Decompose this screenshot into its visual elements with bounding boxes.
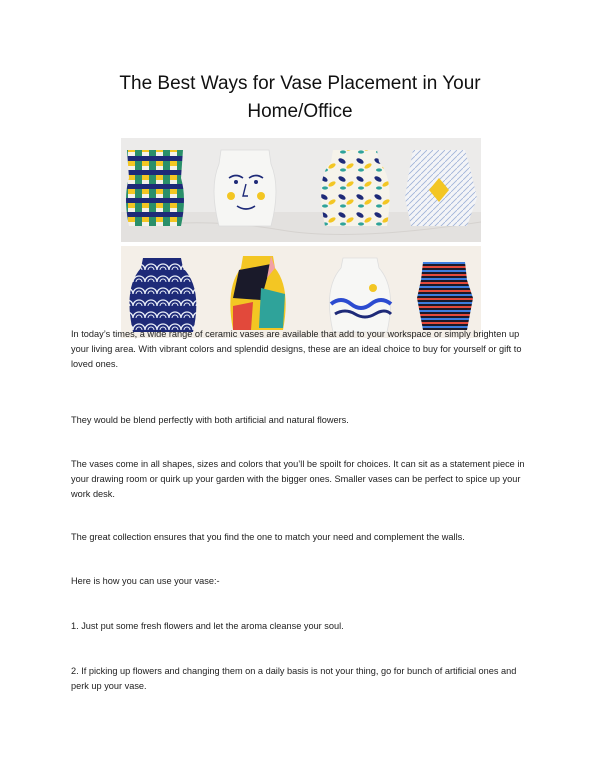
paragraph-intro: In today’s times, a wide range of ceramic vases are available that add to your workspace or simply brighten up your living area. With vibrant colors and splendid designs, these are an ideal choice to buy for yourself or gift to loved ones. (71, 329, 522, 369)
vase-collection-image (121, 138, 481, 338)
bottom-row-vases (121, 246, 481, 338)
title-line-2: Home/Office (247, 101, 353, 122)
vase-geometric (405, 150, 477, 226)
paragraph-shapes: The vases come in all shapes, sizes and colors that you’ll be spoilt for choices. It can sit as a statement piece in your drawing room or quirk up your garden with the bigger ones. Smaller vases can be perfect to spice up your work desk. (71, 459, 525, 499)
vase-face (214, 150, 276, 226)
paragraph-flowers: They would be blend perfectly with both artificial and natural flowers. (71, 415, 349, 425)
vase-stripes (417, 262, 473, 330)
paragraph-tip-1: 1. Just put some fresh flowers and let the aroma cleanse your soul. (71, 621, 344, 631)
page-title (0, 70, 600, 126)
paragraph-howto: Here is how you can use your vase:- (71, 576, 220, 586)
title-line-1: The Best Ways for Vase Placement in Your (119, 73, 481, 94)
paragraph-collection: The great collection ensures that you find the one to match your need and complement the walls. (71, 532, 465, 542)
top-row-vases (121, 138, 481, 242)
paragraph-tip-2: 2. If picking up flowers and changing them on a daily basis is not your thing, go for bunch of artificial ones and perk up your vase. (71, 666, 517, 691)
vase-woven (126, 150, 184, 226)
